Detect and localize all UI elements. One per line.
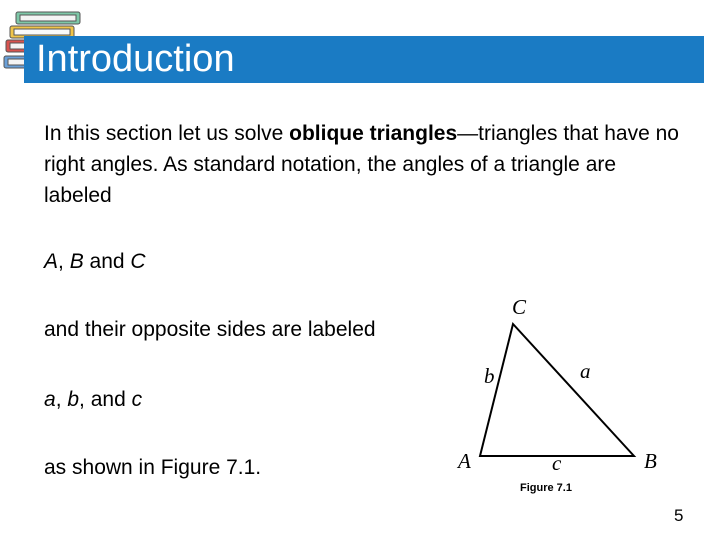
angle-b: B	[69, 250, 84, 273]
side-label-c: c	[552, 451, 562, 475]
vertex-label-a: A	[458, 449, 471, 473]
angle-sep-1: ,	[58, 250, 70, 273]
angle-a: A	[44, 250, 59, 273]
intro-text-start: In this section let us solve	[44, 122, 290, 145]
triangle-shape	[480, 324, 634, 456]
angle-c: C	[130, 250, 146, 273]
side-a: a	[44, 388, 56, 411]
side-label-b: b	[484, 364, 495, 388]
opposite-sides-text: and their opposite sides are labeled	[44, 318, 376, 341]
side-label-a: a	[580, 359, 591, 383]
triangle-figure	[440, 290, 680, 500]
oblique-triangles-term: oblique triangles	[289, 122, 458, 145]
side-sep-1: ,	[55, 388, 68, 411]
intro-paragraph	[44, 118, 684, 211]
angle-sep-2: and	[83, 250, 131, 273]
slide-title: Introduction	[36, 38, 235, 80]
side-c: c	[131, 388, 143, 411]
figure-reference-text: as shown in Figure 7.1.	[44, 456, 262, 479]
intro-text-end: —triangles that have no right angles. As standard notation, the angles of a triangle are labeled	[44, 122, 679, 207]
figure-caption: Figure 7.1	[520, 482, 572, 494]
side-b: b	[67, 388, 80, 411]
side-sep-2: , and	[79, 388, 132, 411]
page-number: 5	[674, 506, 684, 525]
angle-labels-line	[44, 246, 684, 277]
vertex-label-b: B	[644, 449, 657, 473]
vertex-label-c: C	[512, 295, 527, 319]
